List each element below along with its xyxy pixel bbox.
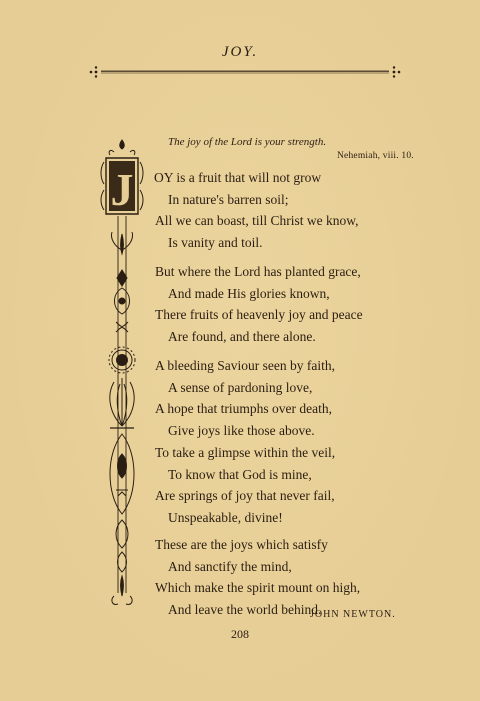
header-rule-ornament (88, 64, 402, 80)
poem-line: Give joys like those above. (168, 422, 315, 438)
poem-line: All we can boast, till Christ we know, (155, 213, 359, 228)
epigraph: The joy of the Lord is your strength. (168, 136, 327, 148)
poem-line: Unspeakable, divine! (168, 509, 283, 525)
poem-line: Is vanity and toil. (168, 234, 263, 250)
poem-line: OY is a fruit that will not grow (154, 170, 322, 185)
poem-line: Are found, and there alone. (168, 328, 316, 344)
poem-line: To know that God is mine, (168, 466, 312, 482)
ornamental-border (96, 138, 148, 608)
poem-line: To take a glimpse within the veil, (155, 445, 336, 460)
page-number: 208 (231, 627, 249, 641)
poem-line: A bleeding Saviour seen by faith, (155, 358, 335, 373)
poem-line: And sanctify the mind, (168, 558, 292, 574)
poem-line: There fruits of heavenly joy and peace (155, 307, 363, 322)
poem-line: These are the joys which satisfy (155, 537, 328, 552)
epigraph-citation: Nehemiah, viii. 10. (337, 151, 414, 161)
poem-line: A hope that triumphs over death, (155, 401, 332, 416)
poem-line: Are springs of joy that never fail, (155, 488, 335, 503)
poem-line: Which make the spirit mount on high, (155, 580, 361, 595)
header-rule (88, 64, 402, 80)
poem-line: A sense of pardoning love, (168, 379, 313, 395)
poem-line: In nature's barren soil; (168, 191, 289, 207)
drop-cap-letter: J (110, 164, 134, 215)
poem-line: But where the Lord has planted grace, (155, 264, 361, 279)
poem-line: And made His glories known, (168, 285, 330, 301)
author-name: JOHN NEWTON. (310, 609, 396, 620)
running-title: JOY. (221, 44, 259, 60)
poem-line: And leave the world behind. (168, 601, 322, 617)
